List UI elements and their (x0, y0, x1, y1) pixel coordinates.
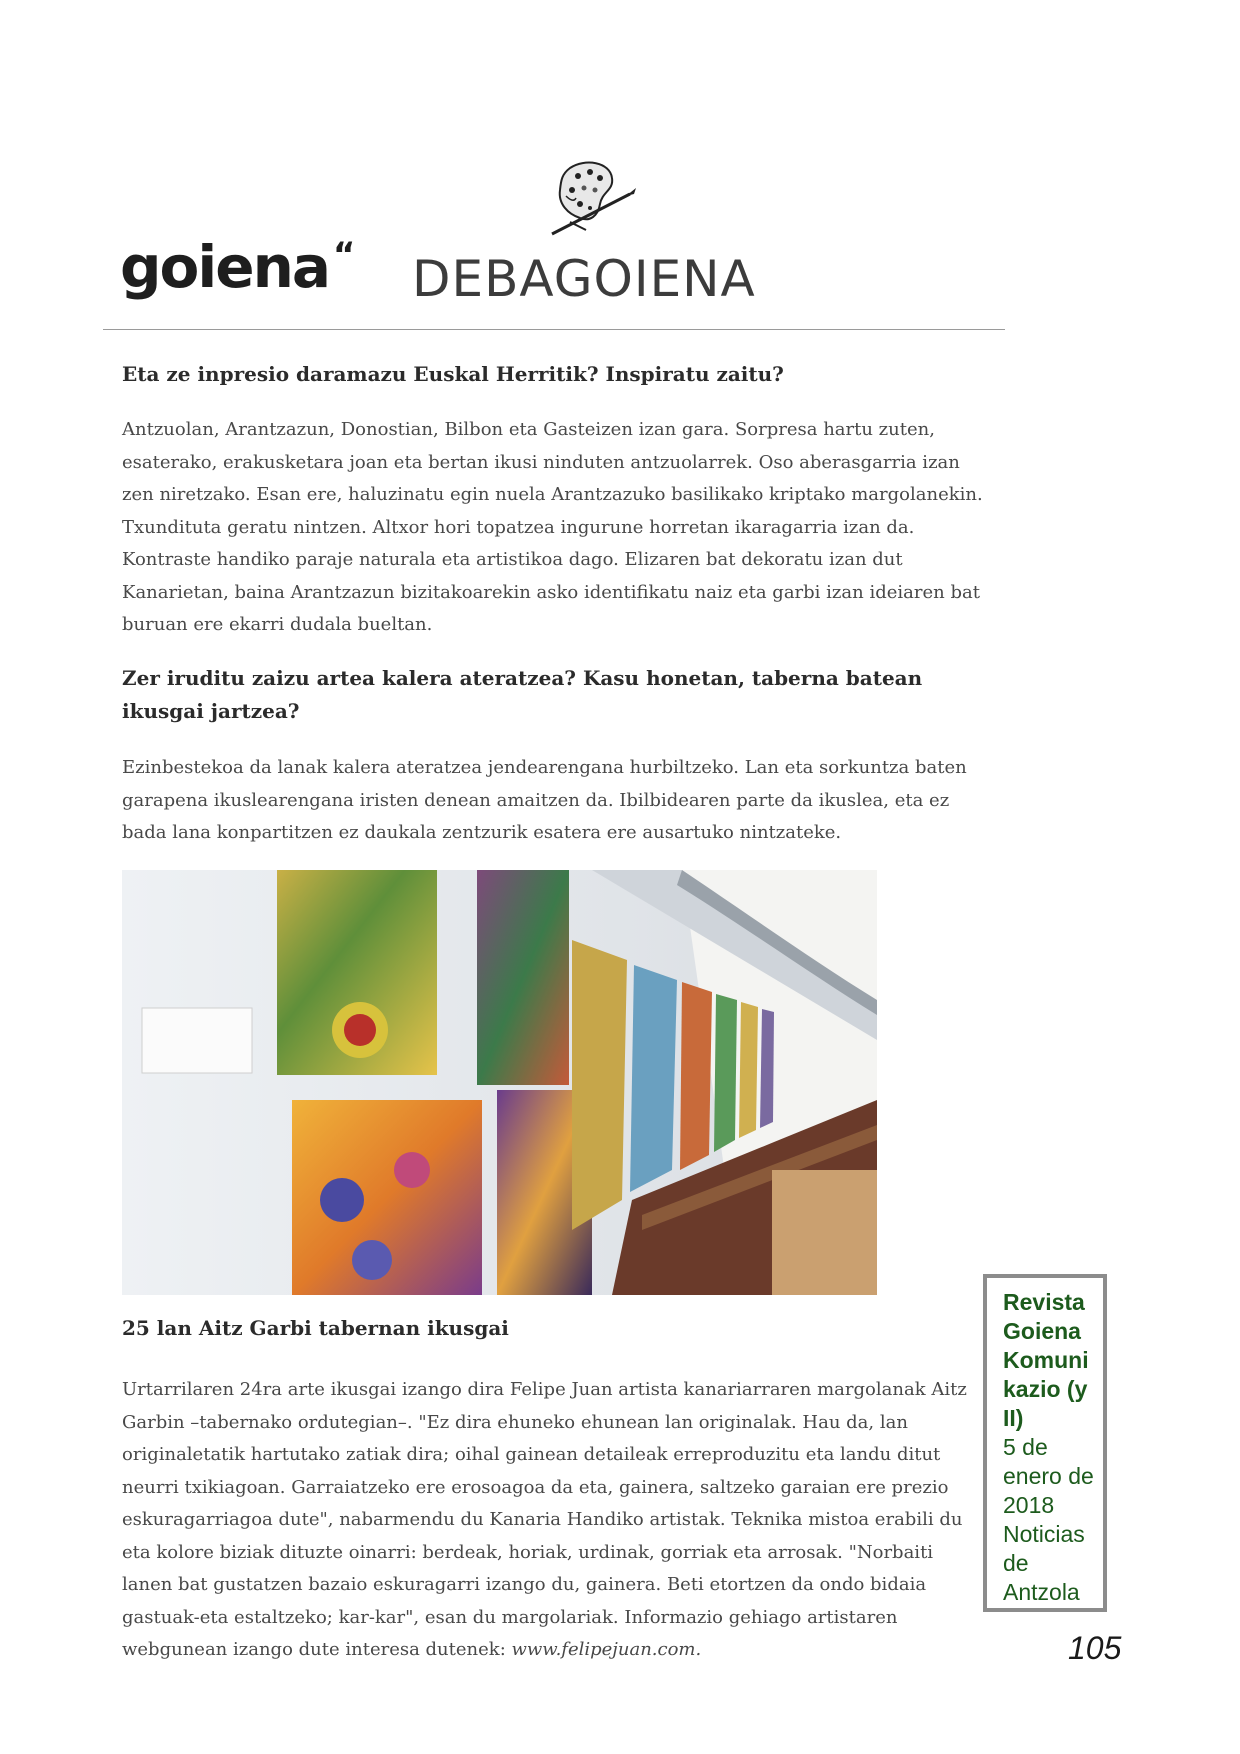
palette-logo (540, 160, 640, 240)
article-body (122, 1374, 982, 1667)
photo-caption: 25 lan Aitz Garbi tabernan ikusgai (122, 1316, 509, 1340)
region-title: DEBAGOIENA (412, 250, 756, 308)
page-number: 105 (1068, 1630, 1122, 1666)
brand-quote-mark: “ (333, 235, 354, 275)
answer-1: Antzuolan, Arantzazun, Donostian, Bilbon eta Gasteizen izan gara. Sorpresa hartu zuten, esaterako, erakusketara joan eta bertan ikusi ninduten antzuolarrek. Oso aberasgarria izan zen niretzako. Esan ere, haluzinatu egin nuela Arantzazuko basilikako kriptako margolanekin. Txundituta geratu nintzen. Altxor hori topatzea ingurune horretan ikaragarria izan da. Kontraste handiko paraje naturala eta artistikoa dago. Elizaren bat dekoratu izan dut Kanarietan, baina Arantzazun bizitakoarekin asko identifikatu naiz eta garbi izan ideiaren bat buruan ere ekarri dudala bueltan. (122, 419, 983, 635)
answer-2: Ezinbestekoa da lanak kalera ateratzea jendearengana hurbiltzeko. Lan eta sorkuntza baten garapena ikuslearengana iristen denean amaitzen da. Ibilbidearen parte da ikuslea, eta ez bada lana konpartitzen ez daukala zentzurik esatera ere ausartuko nintzateke. (122, 757, 967, 843)
source-box (983, 1274, 1107, 1612)
brand-name: goiena (120, 233, 330, 301)
exhibition-photo (122, 870, 877, 1295)
source-date: 5 de enero de 2018 Noticias de Antzola (1003, 1434, 1094, 1605)
artist-website-link[interactable]: www.felipejuan.com. (511, 1639, 702, 1660)
header-divider (103, 329, 1005, 330)
question-2: Zer iruditu zaizu artea kalera ateratzea? Kasu honetan, taberna batean ikusgai jartzea? (122, 666, 923, 723)
source-title: Revista Goiena Komuni kazio (y II) (1003, 1289, 1089, 1431)
article-body-text: Urtarrilaren 24ra arte ikusgai izango dira Felipe Juan artista kanariarraren margolanak Aitz Garbin –tabernako ordutegian–. "Ez dira ehuneko ehunean lan originalak. Hau da, lan originaletatik hartutako zatiak dira; oihal gainean detaileak erreproduzitu eta landu ditut neurri txikiagoan. Garraiatzeko ere erosoagoa da eta, gainera, saltzeko garaian ere prezio eskuragarriagoa dute", nabarmendu du Kanaria Handiko artistak. Teknika mistoa erabili du eta kolore biziak dituzte oinarri: berdeak, horiak, urdinak, gorriak eta arrosak. "Norbaiti lanen bat gustatzen bazaio eskuragarri izango du, gainera. Beti etortzen da ondo bidaia gastuak-eta estaltzeko; kar-kar", esan du margolariak. Informazio gehiago artistaren webgunean izango dute interesa dutenek: (122, 1379, 967, 1660)
question-1: Eta ze inpresio daramazu Euskal Herritik? Inspiratu zaitu? (122, 362, 784, 386)
goiena-logo (120, 233, 354, 301)
